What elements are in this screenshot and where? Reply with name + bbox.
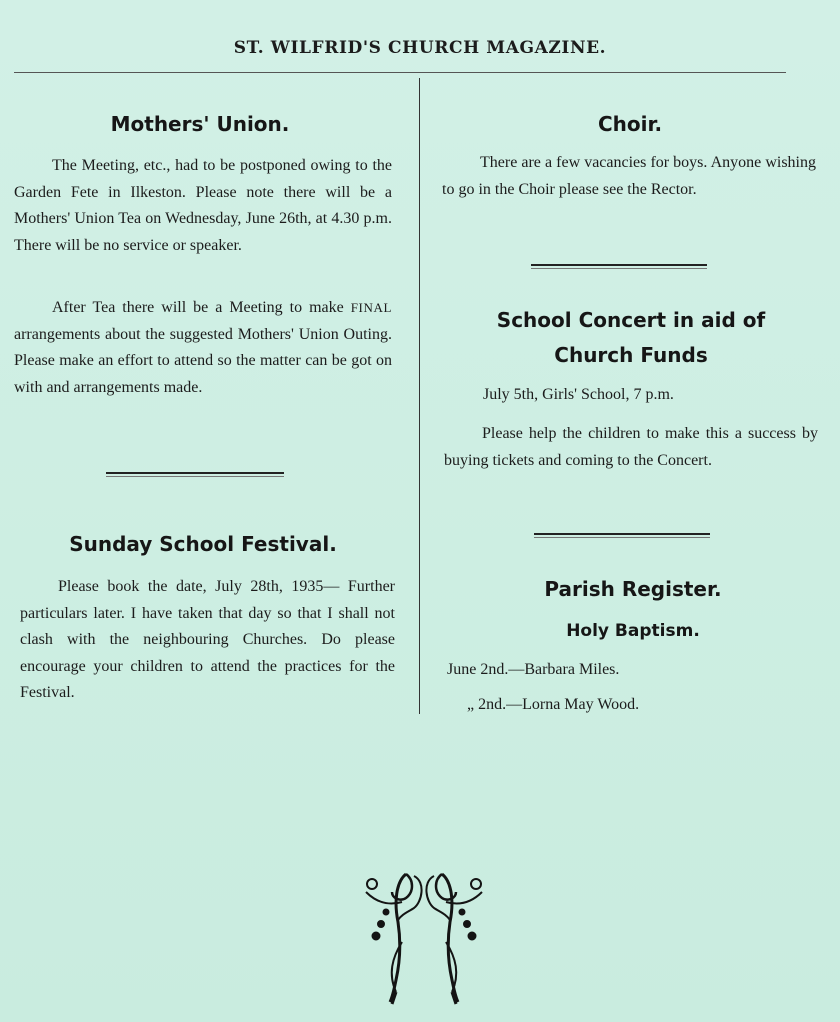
mothers-union-p2-end: arrangements about the suggested Mothers' Union Outing. Please make an effort to attend so the matter can be got on with and arrangements made. <box>14 325 392 396</box>
floral-ornament-icon <box>356 862 492 1008</box>
magazine-masthead: ST. WILFRID'S CHURCH MAGAZINE. <box>233 38 607 58</box>
concert-title-line-2: Church Funds <box>554 343 708 367</box>
baptism-entry: „ 2nd.—Lorna May Wood. <box>467 696 640 713</box>
sunday-school-title: Sunday School Festival. <box>69 532 337 556</box>
mothers-union-paragraph-2 <box>14 295 392 401</box>
mothers-union-title: Mothers' Union. <box>110 112 290 136</box>
mothers-union-p2-start: After Tea there will be a Meeting to make <box>52 299 351 316</box>
baptism-entry: June 2nd.—Barbara Miles. <box>447 661 620 678</box>
section-separator <box>106 472 284 477</box>
concert-date-line: July 5th, Girls' School, 7 p.m. <box>483 386 674 403</box>
choir-paragraph: There are a few vacancies for boys. Anyone wishing to go in the Choir please see the Rector. <box>442 154 816 198</box>
choir-title: Choir. <box>597 112 663 136</box>
concert-paragraph: Please help the children to make this a success by buying tickets and coming to the Concert. <box>444 425 818 469</box>
concert-title-line-1: School Concert in aid of <box>496 308 766 332</box>
section-separator <box>531 264 707 269</box>
column-divider <box>419 78 420 714</box>
section-separator <box>534 533 710 538</box>
mothers-union-paragraph-1: The Meeting, etc., had to be postponed owing to the Garden Fete in Ilkeston. Please note there will be a Mothers' Union Tea on Wednesday, June 26th, at 4.30 p.m. There will be no service or speaker. <box>14 157 392 254</box>
holy-baptism-subtitle: Holy Baptism. <box>566 621 700 641</box>
sunday-school-paragraph: Please book the date, July 28th, 1935— Further particulars later. I have taken that day so that I shall not clash with the neighbouring Churches. Do please encourage your children to attend the practices for the Festival. <box>20 578 395 701</box>
header-rule <box>14 72 786 73</box>
mothers-union-p2-emphasis: FINAL <box>350 300 392 315</box>
parish-register-title: Parish Register. <box>544 577 722 601</box>
